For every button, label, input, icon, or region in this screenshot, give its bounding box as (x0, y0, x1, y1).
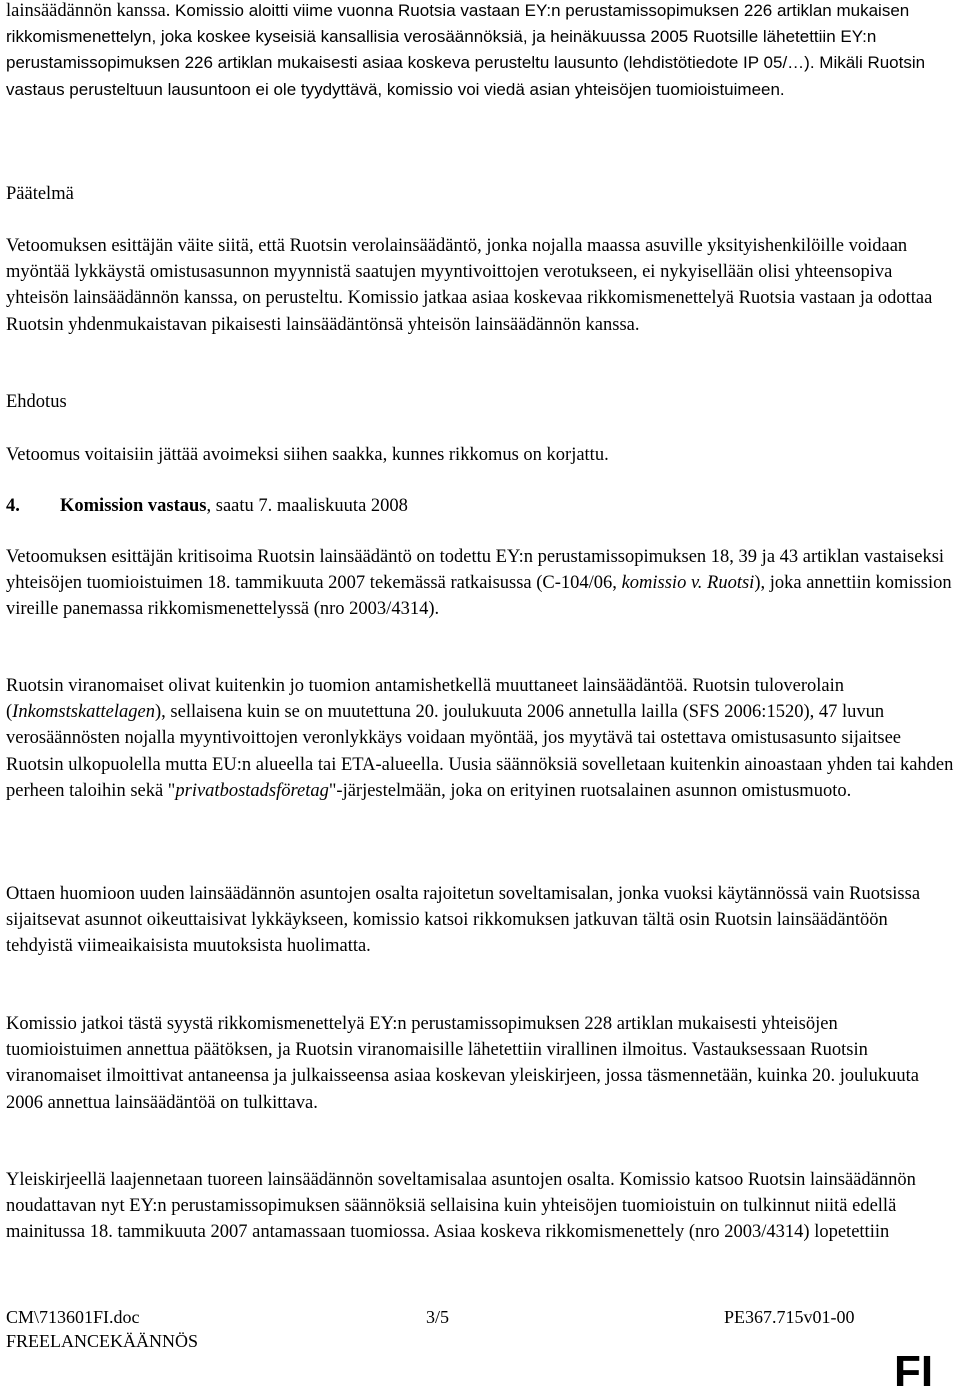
paragraph-infringement-continued: Komissio jatkoi tästä syystä rikkomismenettelyä EY:n perustamissopimuksen 228 artiklan mukaisesti yhteisöjen tuomioistuimen annettua päätöksen, ja Ruotsin viranomaisille lähetettiin virallinen ilmoitus. Vastauksessaan Ruotsin viranomaiset ilmoittivat antaneensa ja julkaisseensa asiaa koskevan yleiskirjeen, jossa täsmennetään, kuinka 20. joulukuuta 2006 annettua lainsäädäntöä on tulkittava. (6, 1014, 919, 1113)
section-heading (6, 493, 408, 519)
paragraph-intro-lead: lainsäädännön kanssa. (6, 1, 176, 21)
heading-paatelma: Päätelmä (6, 184, 74, 204)
section-date: , saatu 7. maaliskuuta 2008 (206, 496, 408, 516)
footer-page-number: 3/5 (426, 1307, 450, 1327)
section-number: 4. (6, 496, 20, 516)
paragraph-criticised-law-part1: Vetoomuksen esittäjän kritisoima Ruotsin lainsäädäntö on todettu EY:n perustamissopimuksen 18, 39 ja 43 artiklan vastaiseksi yhteisöjen tuomioistuimen 18. tammikuuta 2007 tekemässä ratkaisussa (C-104/06, (6, 547, 945, 594)
paragraph-intro-conclusion: Mikäli Ruotsin vastaus perusteltuun lausuntoon ei ole tyydyttävä, komissio voi viedä asian yhteisöjen tuomioistuimeen. (6, 53, 926, 99)
paragraph-swedish-authorities-part3: ), sellaisena kuin se on muutettuna 20. joulukuuta 2006 annetulla lailla (SFS 2006:1520), 47 luvun verosäännösten nojalla myyntivoittojen veronlykkäys voidaan myöntää, jos myytävä tai ostettava omistusasunto sijaitsee Ruotsin ulkopuolella mutta EU:n alueella tai ETA-alueella. Uusia säännöksiä sovelletaan kuitenkin ainoastaan yhden tai kahden perheen taloihin sekä " (6, 702, 954, 801)
paragraph-conclusion-part2: Komissio jatkaa asiaa koskevaa rikkomismenettelyä Ruotsia vastaan ja odottaa Ruotsin yhdenmukaistavan pikaisesti lainsäädäntönsä yhteisön lainsäädännön kanssa. (6, 288, 933, 335)
heading-ehdotus: Ehdotus (6, 392, 67, 412)
paragraph-circular-letter: Yleiskirjeellä laajennetaan tuoreen lainsäädännön soveltamisalaa asuntojen osalta. Komissio katsoo Ruotsin lainsäädännön noudattavan nyt EY:n perustamissopimuksen säännöksiä sellaisina kuin yhteisöjen tuomioistuin on tulkinnut niitä edellä mainitussa 18. tammikuuta 2007 antamassaan tuomiossa. Asiaa koskeva rikkomismenettely (nro 2003/4314) lopetettiin (6, 1170, 916, 1243)
paragraph-intro (6, 0, 956, 103)
paragraph-conclusion (6, 233, 956, 338)
footer-translator: FREELANCEKÄÄNNÖS (6, 1331, 199, 1351)
footer-reference: PE367.715v01-00 (724, 1307, 855, 1327)
language-code: FI (894, 1347, 934, 1396)
scheme-name-italic: privatbostadsföretag (175, 780, 329, 801)
footer-doc-name: CM\713601FI.doc (6, 1307, 140, 1327)
paragraph-swedish-authorities-part5: "-järjestelmään, joka on erityinen ruotsalainen asunnon omistusmuoto. (328, 780, 852, 801)
paragraph-conclusion-part1: Vetoomuksen esittäjän väite siitä, että Ruotsin verolainsäädäntö, jonka nojalla maassa asuville yksityishenkilöille voidaan myöntää lykkäystä omistusasunnon myynnistä saatujen myyntivoittojen verotukseen, ei nykyisellään olisi yhteensopiva yhteisön lainsäädännön kanssa, on perusteltu. (6, 236, 908, 309)
case-name: komissio v. Ruotsi (621, 573, 755, 594)
paragraph-criticised-law (6, 544, 956, 623)
section-title: Komission vastaus (60, 496, 207, 516)
paragraph-criticised-law-part3: ), joka annettiin komission vireille panemassa rikkomismenettelyssä (nro 2003/4314). (6, 573, 952, 620)
paragraph-intro-commission-action: Komissio aloitti viime vuonna Ruotsia vastaan EY:n perustamissopimuksen 226 artiklan mukaisen rikkomismenettelyn, joka koskee kyseisiä kansallisia verosäännöksiä, ja heinäkuussa 2005 Ruotsille lähetettiin EY:n perustamissopimuksen 226 artiklan mukaisesti asiaa koskeva perusteltu lausunto (lehdistötiedote IP 05/…). (6, 1, 910, 73)
paragraph-swedish-authorities-part1: Ruotsin viranomaiset olivat kuitenkin jo tuomion antamishetkellä muuttaneet lainsäädäntöä. Ruotsin tuloverolain ( (6, 676, 844, 723)
law-name-italic: Inkomstskattelagen (12, 702, 155, 723)
paragraph-proposal: Vetoomus voitaisiin jättää avoimeksi siihen saakka, kunnes rikkomus on korjattu. (6, 445, 609, 465)
paragraph-swedish-authorities (6, 673, 956, 804)
paragraph-limited-scope: Ottaen huomioon uuden lainsäädännön asuntojen osalta rajoitetun soveltamisalan, jonka vuoksi käytännössä vain Ruotsissa sijaitsevat asunnot oikeuttaisivat lykkäykseen, komissio katsoi rikkomuksen jatkuvan tältä osin Ruotsin lainsäädäntöön tehdyistä viimeaikaisista muutoksista huolimatta. (6, 884, 921, 957)
